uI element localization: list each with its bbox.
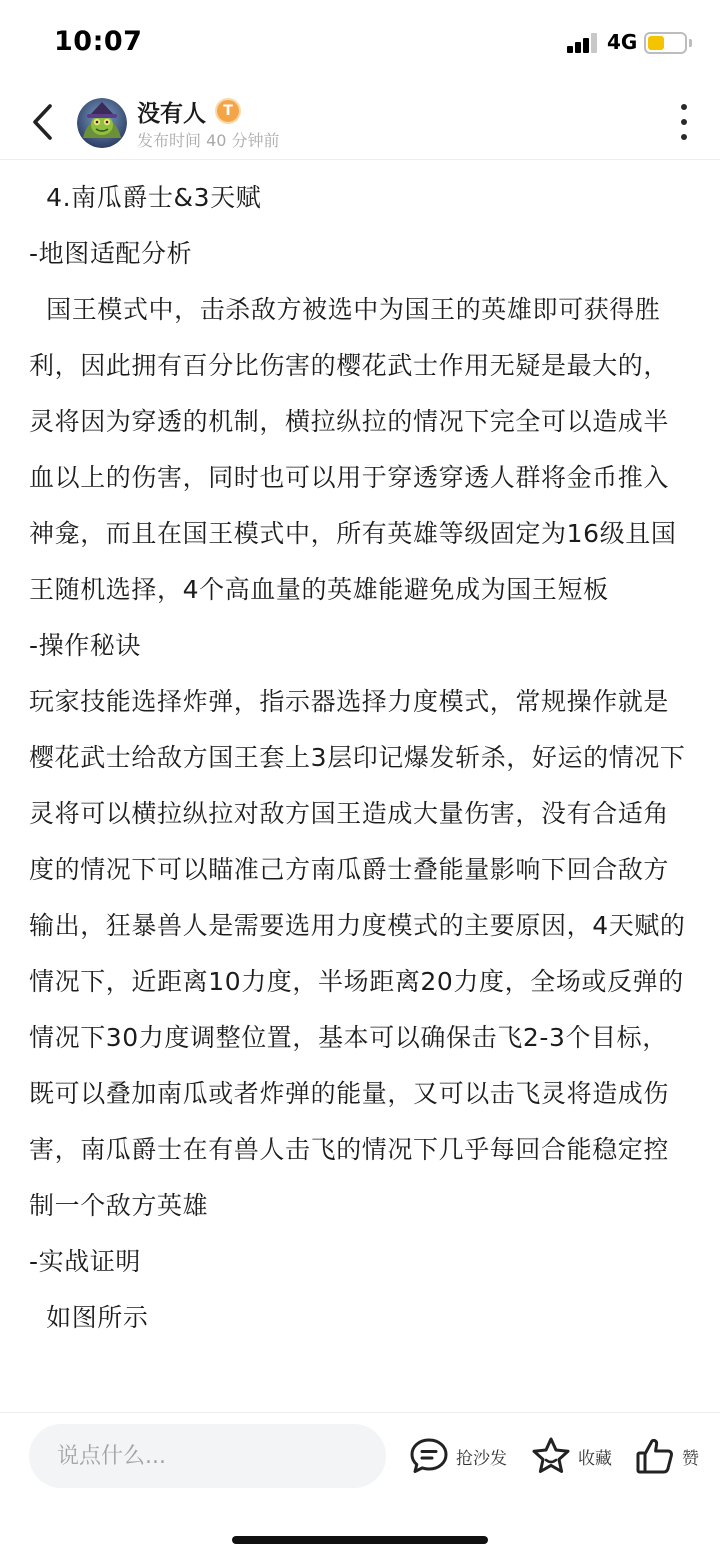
more-dot <box>681 134 687 140</box>
home-indicator <box>232 1536 488 1544</box>
post-paragraph: 4.南瓜爵士&3天赋 <box>29 183 262 212</box>
post-paragraph: 国王模式中，击杀敌方被选中为国王的英雄即可获得胜利，因此拥有百分比伤害的樱花武士作用无疑是最大的，灵将因为穿透的机制，横拉纵拉的情况下完全可以造成半血以上的伤害，同时也可以用于穿透穿透人群将金币推入神龛，而且在国王模式中，所有英雄等级固定为16级且国王随机选择，4个高血量的英雄能避免成为国王短板 <box>29 295 677 604</box>
post-paragraph: 玩家技能选择炸弹，指示器选择力度模式，常规操作就是樱花武士给敌方国王套上3层印记爆发斩杀，好运的情况下灵将可以横拉纵拉对敌方国王造成大量伤害，没有合适角度的情况下可以瞄准己方南瓜爵士叠能量影响下回合敌方输出，狂暴兽人是需要选用力度模式的主要原因，4天赋的情况下，近距离10力度，半场距离20力度，全场或反弹的情况下30力度调整位置，基本可以确保击飞2-3个目标，既可以叠加南瓜或者炸弹的能量，又可以击飞灵将造成伤害，南瓜爵士在有兽人击飞的情况下几乎每回合能稳定控制一个敌方英雄 <box>29 687 686 1220</box>
more-button[interactable] <box>668 102 700 142</box>
like-label: 赞 <box>682 1448 699 1469</box>
post-paragraph: -操作秘诀 <box>29 631 142 660</box>
thumbs-up-icon <box>634 1435 676 1477</box>
post-paragraph: 如图所示 <box>29 1303 149 1332</box>
bottom-action-bar <box>0 1412 720 1558</box>
post-time: 发布时间 40 分钟前 <box>137 131 280 150</box>
like-button[interactable] <box>634 1433 699 1479</box>
avatar-image <box>77 98 127 148</box>
author-name[interactable]: 没有人 <box>137 101 206 127</box>
sofa-button[interactable] <box>408 1433 507 1479</box>
author-avatar[interactable] <box>77 98 127 148</box>
battery-icon <box>644 32 687 54</box>
favorite-label: 收藏 <box>578 1448 612 1469</box>
author-level-badge: T <box>215 98 241 124</box>
battery-tip <box>689 39 692 47</box>
more-vertical-icon <box>681 104 687 110</box>
battery-level <box>648 36 664 50</box>
back-button[interactable] <box>22 100 62 144</box>
more-dot <box>681 119 687 125</box>
star-icon <box>530 1435 572 1477</box>
network-type: 4G <box>607 30 638 54</box>
sofa-label: 抢沙发 <box>456 1448 507 1469</box>
post-paragraph: -实战证明 <box>29 1247 142 1276</box>
chevron-left-icon <box>29 102 55 142</box>
comment-bubble-icon <box>408 1435 450 1477</box>
post-paragraph: -地图适配分析 <box>29 239 193 268</box>
post-header <box>0 86 720 160</box>
signal-icon <box>567 33 601 53</box>
favorite-button[interactable] <box>530 1433 612 1479</box>
post-content <box>29 170 693 1346</box>
status-bar <box>0 0 720 86</box>
comment-input[interactable] <box>29 1424 386 1488</box>
status-time: 10:07 <box>54 26 143 57</box>
